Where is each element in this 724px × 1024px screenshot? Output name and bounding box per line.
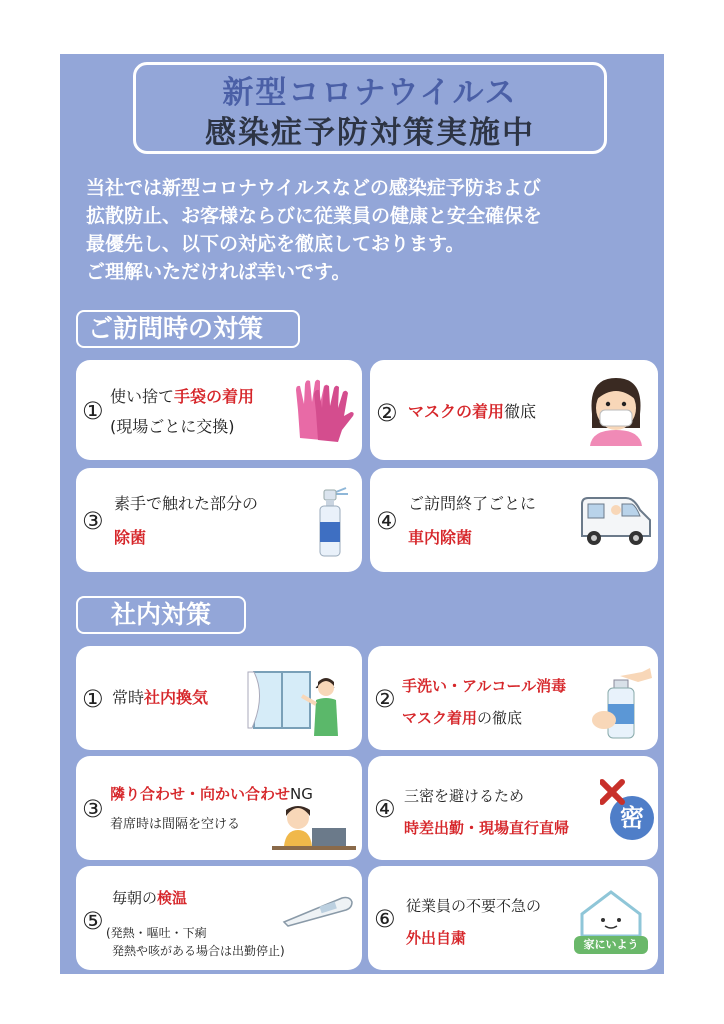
card-line: 従業員の不要不急の	[406, 897, 542, 915]
card-line: 素手で触れた部分の	[114, 494, 259, 513]
card-line: 三密を避けるため	[404, 787, 525, 805]
card-emphasis: 外出自粛	[406, 929, 467, 947]
stay-home-icon	[572, 884, 650, 956]
card-text: 徹底	[504, 402, 537, 421]
title-box	[133, 62, 607, 154]
van-icon	[578, 492, 654, 548]
hand-sanitizer-icon	[590, 664, 654, 744]
card-emphasis: マスクの着用	[408, 402, 505, 421]
section-visit-title: ご訪問時の対策	[76, 310, 300, 348]
card-number: ④	[376, 507, 398, 535]
card-line: (発熱・嘔吐・下痢	[106, 926, 207, 940]
stay-home-label: 家にいよう	[583, 938, 639, 951]
card-text: 常時	[112, 688, 145, 707]
office-card-4	[368, 756, 658, 860]
no-crowd-label: 密	[620, 804, 644, 832]
intro-line: 最優先し、以下の対応を徹底しております。	[86, 233, 465, 255]
office-card-1	[76, 646, 362, 750]
thermometer-icon	[280, 892, 356, 928]
card-number: ④	[374, 795, 396, 823]
card-line	[402, 706, 522, 730]
card-text: 毎朝の	[112, 889, 158, 907]
card-number: ②	[376, 399, 398, 427]
card-emphasis: 社内換気	[144, 688, 209, 707]
card-line	[408, 400, 536, 424]
card-emphasis: 隣り合わせ・向かい合わせ	[110, 785, 291, 803]
card-emphasis: 検温	[157, 889, 188, 907]
office-card-3	[76, 756, 362, 860]
card-number: ①	[82, 397, 104, 425]
card-text: の徹底	[477, 709, 523, 727]
card-emphasis: 車内除菌	[408, 528, 473, 547]
card-number: ②	[374, 685, 396, 713]
card-emphasis: 手洗い・アルコール消毒	[402, 677, 567, 695]
card-line	[112, 686, 208, 710]
card-line	[110, 385, 254, 409]
visit-card-4	[370, 468, 658, 572]
section-office-title: 社内対策	[76, 596, 246, 634]
card-line: 発熱や咳がある場合は出勤停止)	[112, 944, 285, 958]
intro-text	[86, 174, 646, 286]
intro-line: ご理解いただければ幸いです。	[86, 261, 351, 283]
no-crowd-icon	[600, 778, 656, 844]
card-number: ③	[82, 507, 104, 535]
gloves-icon	[292, 376, 358, 444]
card-line: ご訪問終了ごとに	[408, 494, 537, 513]
mask-woman-icon	[584, 374, 648, 446]
card-number: ③	[82, 795, 104, 823]
card-emphasis: マスク着用	[402, 709, 478, 727]
card-number: ①	[82, 685, 104, 713]
card-emphasis: 手袋の着用	[174, 387, 255, 406]
visit-card-1	[76, 360, 362, 460]
poster-panel	[60, 54, 664, 974]
office-card-2	[368, 646, 658, 750]
title-line1: 新型コロナウイルス	[222, 75, 518, 111]
visit-card-2	[370, 360, 658, 460]
card-text: 使い捨て	[110, 387, 175, 406]
card-number: ⑤	[82, 907, 104, 935]
card-emphasis: 除菌	[114, 528, 147, 547]
intro-line: 当社では新型コロナウイルスなどの感染症予防および	[86, 177, 541, 199]
office-card-5	[76, 866, 362, 970]
visit-card-3	[76, 468, 362, 572]
card-text: NG	[290, 785, 313, 803]
card-line: (現場ごとに交換)	[110, 417, 235, 436]
window-ventilation-icon	[246, 666, 358, 738]
intro-line: 拡散防止、お客様ならびに従業員の健康と安全確保を	[86, 205, 543, 227]
card-number: ⑥	[374, 905, 396, 933]
card-line	[112, 886, 187, 910]
spray-bottle-icon	[314, 486, 350, 558]
card-emphasis: 時差出勤・現場直行直帰	[404, 819, 570, 837]
desk-worker-icon	[272, 802, 356, 856]
card-line: 着席時は間隔を空ける	[110, 817, 241, 832]
office-card-6	[368, 866, 658, 970]
title-line2: 感染症予防対策実施中	[205, 115, 535, 151]
